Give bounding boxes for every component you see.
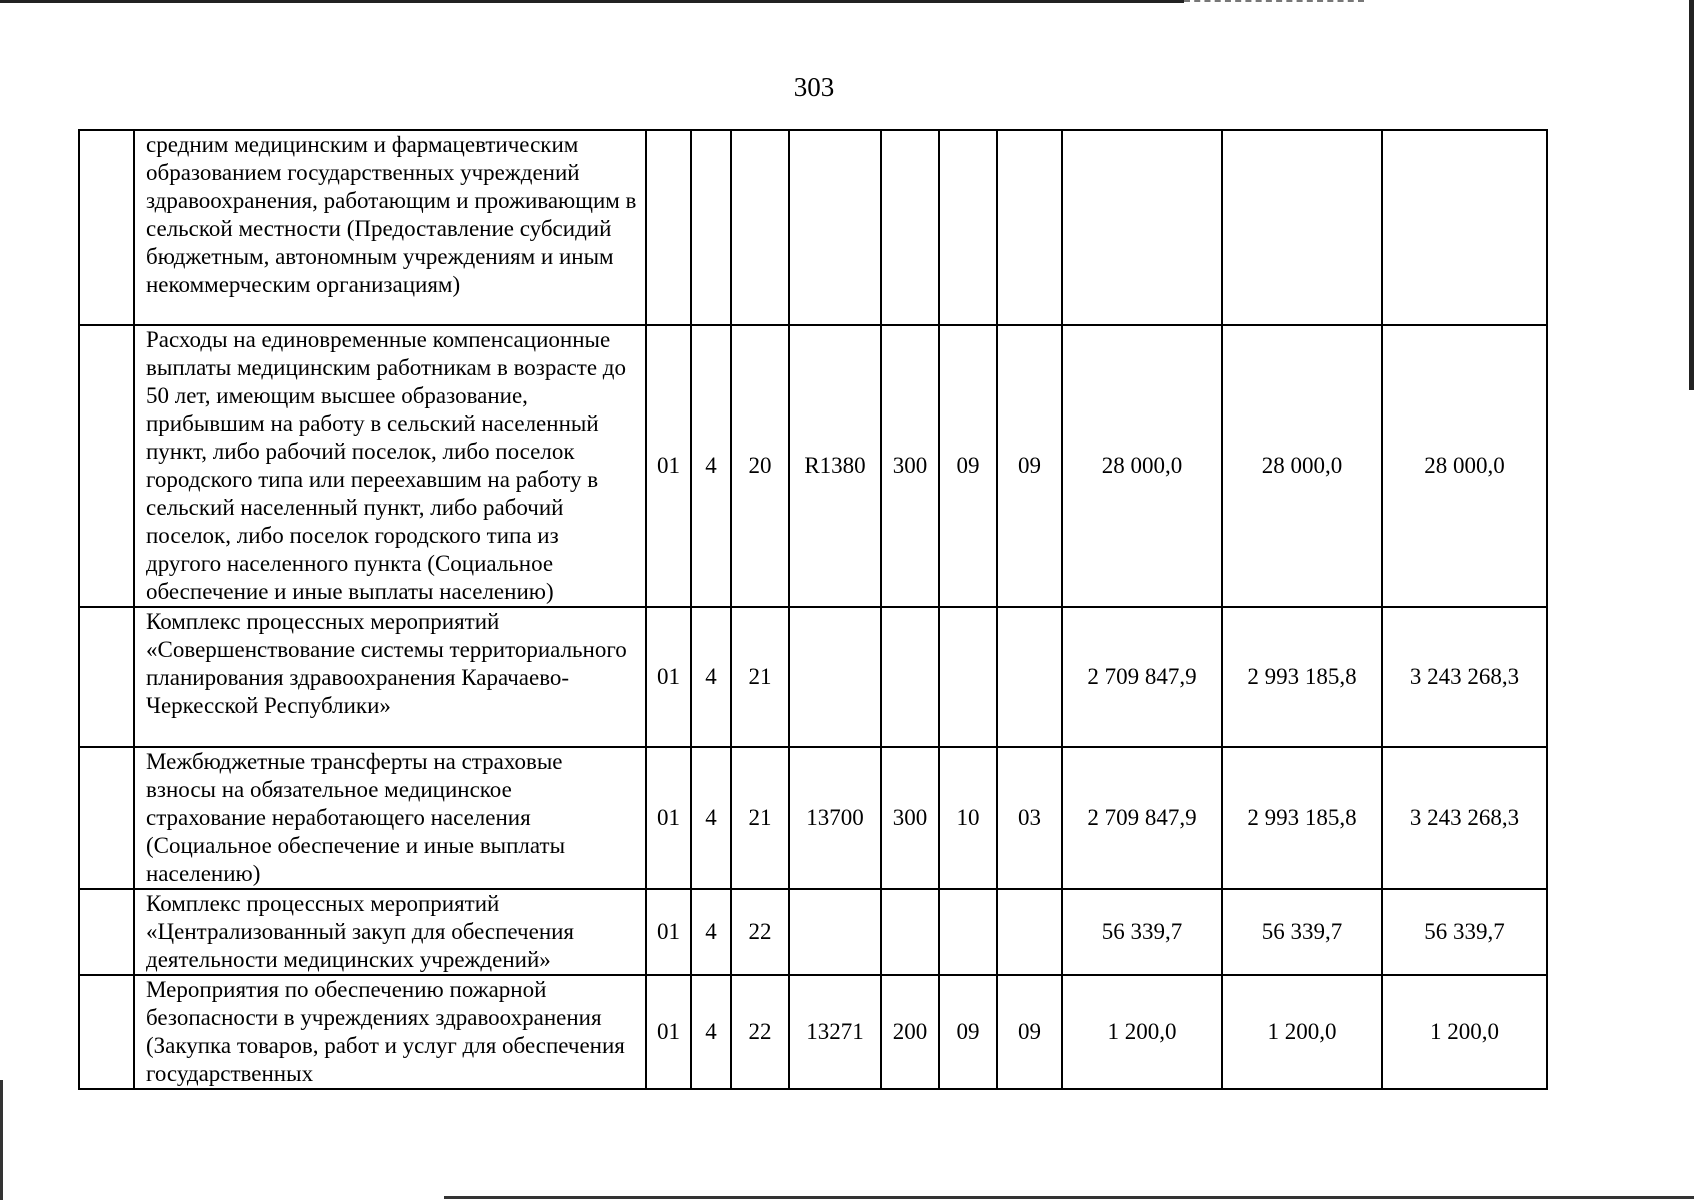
amount-year-1-cell: 2 709 847,9 (1062, 747, 1222, 889)
amount-year-3-cell: 28 000,0 (1382, 325, 1547, 607)
amount-year-3-cell (1382, 130, 1547, 325)
amount-year-1-cell: 1 200,0 (1062, 975, 1222, 1089)
item-name-cell: Мероприятия по обеспечению пожарной безопасности в учреждениях здравоохранения (Закупка товаров, работ и услуг для обеспечения государственных (134, 975, 646, 1089)
measure-code-cell (731, 130, 789, 325)
subsection-cell: 09 (997, 975, 1062, 1089)
amount-year-3-cell: 3 243 268,3 (1382, 607, 1547, 747)
subprogram-code-cell: 4 (691, 325, 731, 607)
measure-code-cell: 21 (731, 607, 789, 747)
subprogram-code-cell: 4 (691, 889, 731, 975)
program-code-cell: 01 (646, 975, 691, 1089)
item-name-cell: Комплекс процессных мероприятий «Совершенствование системы территориального планирования здравоохранения Карачаево-Черкесской Республики» (134, 607, 646, 747)
subsection-cell (997, 889, 1062, 975)
measure-code-cell: 21 (731, 747, 789, 889)
direction-code-cell (789, 607, 881, 747)
direction-code-cell (789, 130, 881, 325)
table-row (79, 747, 1547, 889)
direction-code-cell: 13700 (789, 747, 881, 889)
subprogram-code-cell: 4 (691, 607, 731, 747)
amount-year-1-cell: 2 709 847,9 (1062, 607, 1222, 747)
expense-type-cell: 200 (881, 975, 939, 1089)
direction-code-cell (789, 889, 881, 975)
amount-year-2-cell: 28 000,0 (1222, 325, 1382, 607)
table-row (79, 130, 1547, 325)
amount-year-1-cell: 28 000,0 (1062, 325, 1222, 607)
table-row (79, 325, 1547, 607)
item-name-cell: Межбюджетные трансферты на страховые взносы на обязательное медицинское страхование неработающего населения (Социальное обеспечение и иные выплаты населению) (134, 747, 646, 889)
amount-year-1-cell (1062, 130, 1222, 325)
program-code-cell: 01 (646, 607, 691, 747)
subsection-cell: 03 (997, 747, 1062, 889)
expense-type-cell (881, 889, 939, 975)
program-code-cell: 01 (646, 325, 691, 607)
expense-type-cell: 300 (881, 325, 939, 607)
item-name-cell: Расходы на единовременные компенсационные выплаты медицинским работникам в возрасте до 50 лет, имеющим высшее образование, прибывшим на работу в сельский населенный пункт, либо рабочий поселок, либо поселок городского типа или переехавшим на работу в сельский населенный пункт, либо рабочий поселок, либо поселок городского типа из другого населенного пункта (Социальное обеспечение и иные выплаты населению) (134, 325, 646, 607)
amount-year-3-cell: 56 339,7 (1382, 889, 1547, 975)
subsection-cell: 09 (997, 325, 1062, 607)
amount-year-3-cell: 1 200,0 (1382, 975, 1547, 1089)
subprogram-code-cell: 4 (691, 747, 731, 889)
section-cell (939, 607, 997, 747)
budget-table (78, 129, 1548, 1090)
subsection-cell (997, 607, 1062, 747)
item-name-cell: Комплекс процессных мероприятий «Централизованный закуп для обеспечения деятельности медицинских учреждений» (134, 889, 646, 975)
measure-code-cell: 22 (731, 889, 789, 975)
program-code-cell: 01 (646, 889, 691, 975)
amount-year-2-cell: 2 993 185,8 (1222, 607, 1382, 747)
subprogram-code-cell: 4 (691, 975, 731, 1089)
scan-left-edge (0, 1080, 3, 1200)
direction-code-cell: 13271 (789, 975, 881, 1089)
section-cell (939, 889, 997, 975)
amount-year-2-cell (1222, 130, 1382, 325)
subprogram-code-cell (691, 130, 731, 325)
program-code-cell: 01 (646, 747, 691, 889)
amount-year-3-cell: 3 243 268,3 (1382, 747, 1547, 889)
amount-year-2-cell: 2 993 185,8 (1222, 747, 1382, 889)
row-number-cell (79, 747, 134, 889)
program-code-cell (646, 130, 691, 325)
measure-code-cell: 20 (731, 325, 789, 607)
subsection-cell (997, 130, 1062, 325)
table-row (79, 889, 1547, 975)
measure-code-cell: 22 (731, 975, 789, 1089)
table-body (79, 130, 1547, 1089)
scan-bottom-border (444, 1196, 1694, 1199)
section-cell: 09 (939, 325, 997, 607)
amount-year-2-cell: 56 339,7 (1222, 889, 1382, 975)
scan-top-border (0, 0, 1184, 3)
row-number-cell (79, 607, 134, 747)
scan-top-border-faint (1184, 0, 1364, 4)
section-cell (939, 130, 997, 325)
direction-code-cell: R1380 (789, 325, 881, 607)
item-name-cell: средним медицинским и фармацевтическим образованием государственных учреждений здравоохранения, работающим и проживающим в сельской местности (Предоставление субсидий бюджетным, автономным учреждениям и иным некоммерческим организациям) (134, 130, 646, 325)
page-number: 303 (793, 72, 835, 102)
amount-year-2-cell: 1 200,0 (1222, 975, 1382, 1089)
scan-right-edge (1689, 0, 1694, 390)
row-number-cell (79, 325, 134, 607)
expense-type-cell: 300 (881, 747, 939, 889)
table-row (79, 607, 1547, 747)
row-number-cell (79, 975, 134, 1089)
section-cell: 10 (939, 747, 997, 889)
row-number-cell (79, 130, 134, 325)
expense-type-cell (881, 607, 939, 747)
expense-type-cell (881, 130, 939, 325)
row-number-cell (79, 889, 134, 975)
section-cell: 09 (939, 975, 997, 1089)
amount-year-1-cell: 56 339,7 (1062, 889, 1222, 975)
table-row (79, 975, 1547, 1089)
